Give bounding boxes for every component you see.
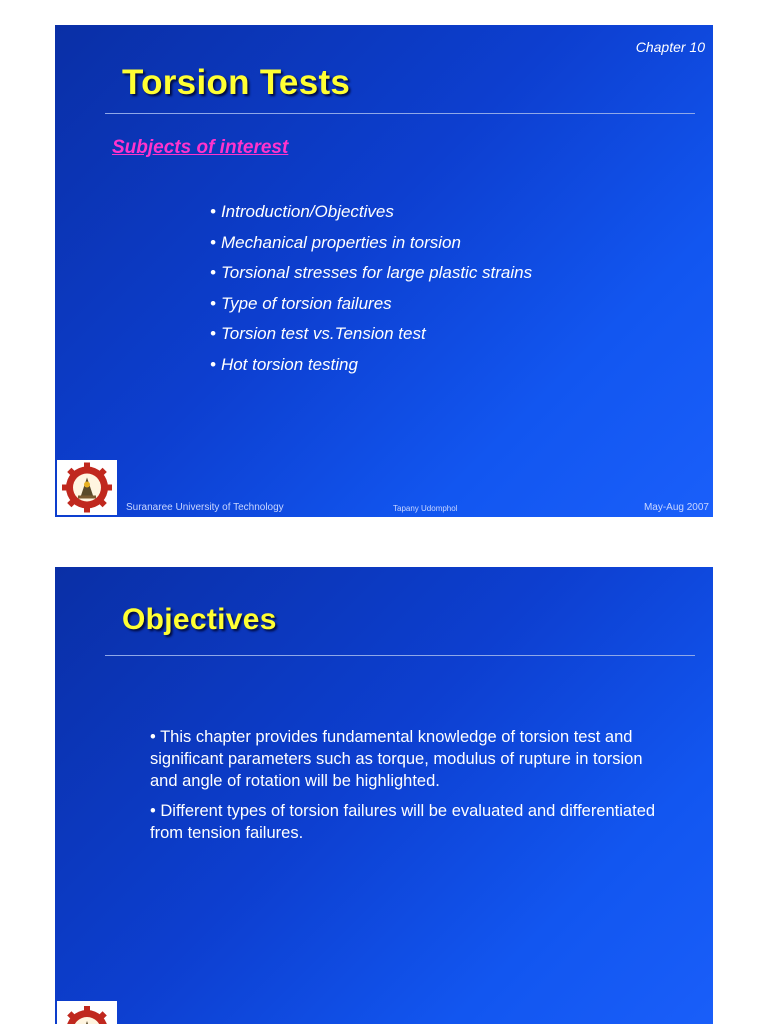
bullet-item: • Hot torsion testing — [210, 354, 358, 374]
bullet-item: • Type of torsion failures — [210, 293, 392, 313]
slide-title: Objectives — [122, 603, 277, 636]
university-seal-gear-icon — [57, 1001, 117, 1024]
slide-torsion-tests — [55, 25, 713, 517]
bullet-item: • Introduction/Objectives — [210, 202, 394, 221]
university-seal-gear-icon — [57, 460, 117, 515]
slide-title: Torsion Tests — [122, 63, 351, 102]
title-divider — [105, 655, 695, 656]
bullet-item: • Mechanical properties in torsion — [210, 232, 461, 252]
slide-subtitle: Subjects of interest — [112, 137, 289, 158]
bullet-item: • Torsion test vs.Tension test — [210, 324, 426, 343]
objective-paragraph: • Different types of torsion failures will be evaluated and differentiated from tension failures. — [150, 802, 656, 842]
title-divider — [105, 113, 695, 114]
footer-date: May-Aug 2007 — [643, 502, 709, 513]
chapter-label: Chapter 10 — [635, 39, 705, 55]
footer-author: Tapany Udomphol — [393, 504, 458, 513]
objective-paragraph: • This chapter provides fundamental knowledge of torsion test and significant parameters such as torque, modulus of rupture in torsion and angle of rotation will be highlighted. — [150, 728, 643, 790]
bullet-item: • Torsional stresses for large plastic strains — [210, 263, 533, 282]
footer-university: Suranaree University of Technology — [126, 502, 284, 513]
bullet-list — [210, 200, 532, 383]
slide-objectives — [55, 567, 713, 1024]
